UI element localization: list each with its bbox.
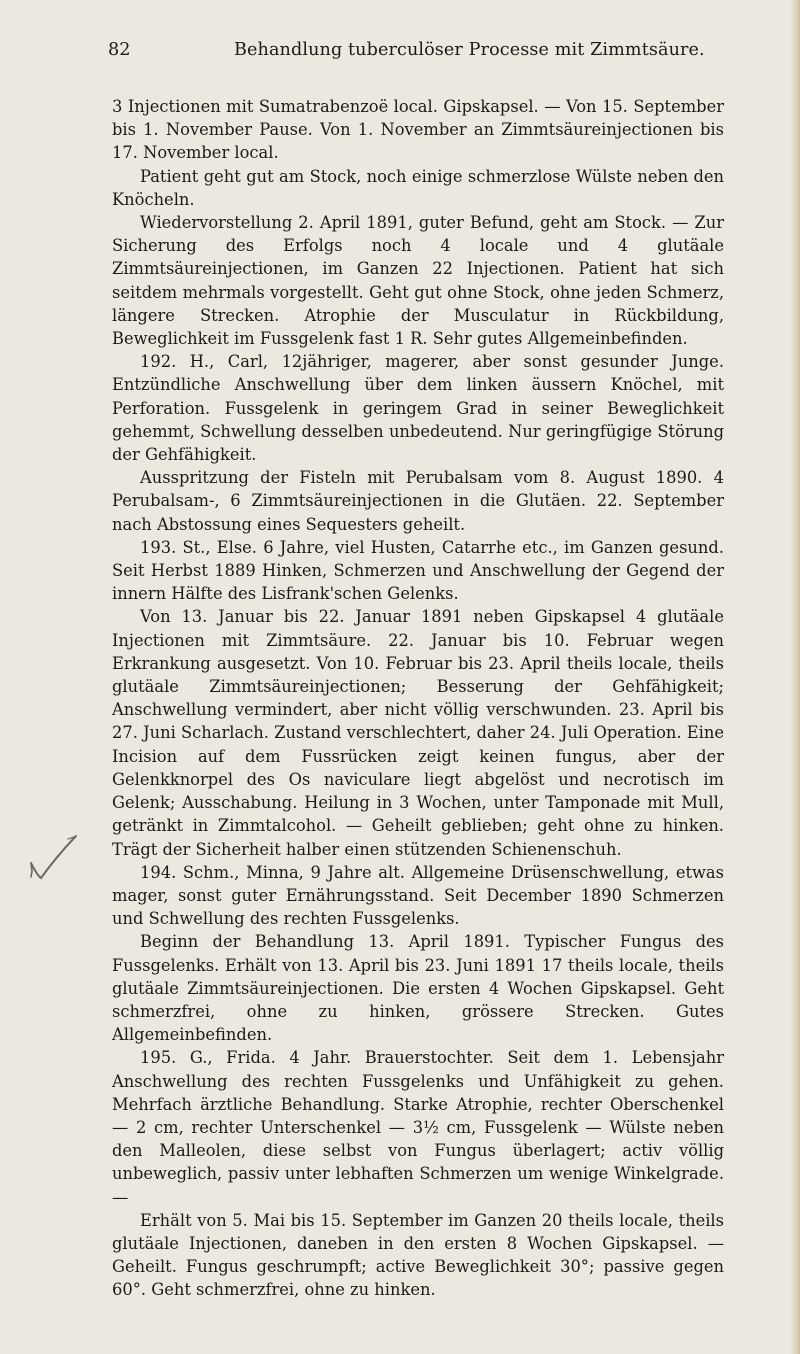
paragraph: 195. G., Frida. 4 Jahr. Brauerstochter. Seit dem 1. Lebensjahr Anschwellung des rechten Fussgelenks und Unfähigkeit zu gehen. Mehrfach ärztliche Behandlung. Starke Atrophie, rechter Oberschenkel — 2 cm, rechter Unterschenkel — 3½ cm, Fussgelenk — Wülste neben den Malleolen, diese selbst von Fungus überlagert; activ völlig unbeweglich, passiv unter lebhaften Schmerzen um wenige Winkelgrade. — bbox=[112, 1048, 724, 1207]
page-number: 82 bbox=[108, 40, 131, 60]
paragraph: 3 Injectionen mit Sumatrabenzoë local. Gipskapsel. — Von 15. September bis 1. November Pause. Von 1. November an Zimmtsäureinjectionen bis 17. November local. bbox=[112, 97, 724, 163]
body-text bbox=[112, 95, 724, 1302]
paragraph: 194. Schm., Minna, 9 Jahre alt. Allgemeine Drüsenschwellung, etwas mager, sonst guter Ernährungsstand. Seit December 1890 Schmerzen und Schwellung des rechten Fussgelenks. bbox=[112, 862, 724, 929]
paragraph: 193. St., Else. 6 Jahre, viel Husten, Catarrhe etc., im Ganzen gesund. Seit Herbst 1889 Hinken, Schmerzen und Anschwellung der Gegend der innern Hälfte des Lisfrank'schen Gelenks. bbox=[112, 537, 724, 604]
running-head: Behandlung tuberculöser Processe mit Zimmtsäure. bbox=[234, 40, 705, 60]
paragraph: 192. H., Carl, 12jähriger, magerer, aber sonst gesunder Junge. Entzündliche Anschwellung über dem linken äussern Knöchel, mit Perforation. Fussgelenk in geringem Grad in seiner Beweglichkeit gehemmt, Schwellung desselben unbedeutend. Nur geringfügige Störung der Gehfähigkeit. bbox=[112, 352, 724, 465]
page-edge-shadow bbox=[790, 0, 800, 1354]
page-header bbox=[108, 40, 724, 70]
paragraph: Patient geht gut am Stock, noch einige schmerzlose Wülste neben den Knöcheln. bbox=[112, 166, 724, 209]
paragraph: Von 13. Januar bis 22. Januar 1891 neben Gipskapsel 4 glutäale Injectionen mit Zimmtsäure. 22. Januar bis 10. Februar wegen Erkrankung ausgesetzt. Von 10. Februar bis 23. April theils locale, theils glutäale Zimmtsäureinjectionen; Besserung der Gehfähigkeit; Anschwellung vermindert, aber nicht völlig verschwunden. 23. April bis 27. Juni Scharlach. Zustand verschlechtert, daher 24. Juli Operation. Eine Incision auf dem Fussrücken zeigt keinen fungus, aber der Gelenkknorpel des Os naviculare liegt abgelöst und necrotisch im Gelenk; Ausschabung. Heilung in 3 Wochen, unter Tamponade mit Mull, getränkt in Zimmtalcohol. — Geheilt geblieben; geht ohne zu hinken. Trägt der Sicherheit halber einen stützenden Schienenschuh. bbox=[112, 607, 724, 859]
paragraph: Erhält von 5. Mai bis 15. September im Ganzen 20 theils locale, theils glutäale Injectionen, daneben in den ersten 8 Wochen Gipskapsel. — Geheilt. Fungus geschrumpft; active Beweglichkeit 30°; passive gegen 60°. Geht schmerzfrei, ohne zu hinken. bbox=[112, 1210, 724, 1300]
paragraph: Wiedervorstellung 2. April 1891, guter Befund, geht am Stock. — Zur Sicherung des Erfolgs noch 4 locale und 4 glutäale Zimmtsäureinjectionen, im Ganzen 22 Injectionen. Patient hat sich seitdem mehrmals vorgestellt. Geht gut ohne Stock, ohne jeden Schmerz, längere Strecken. Atrophie der Musculatur in Rückbildung, Beweglichkeit im Fussgelenk fast 1 R. Sehr gutes Allgemeinbefinden. bbox=[112, 213, 724, 349]
paragraph: Ausspritzung der Fisteln mit Perubalsam vom 8. August 1890. 4 Perubalsam-, 6 Zimmtsäureinjectionen in die Glutäen. 22. September nach Abstossung eines Sequesters geheilt. bbox=[112, 468, 724, 534]
paragraph: Beginn der Behandlung 13. April 1891. Typischer Fungus des Fussgelenks. Erhält von 13. April bis 23. Juni 1891 17 theils locale, theils glutäale Zimmtsäureinjectionen. Die ersten 4 Wochen Gipskapsel. Geht schmerzfrei, ohne zu hinken, grössere Strecken. Gutes Allgemeinbefinden. bbox=[112, 932, 724, 1045]
pencil-check-mark-icon bbox=[28, 833, 80, 881]
